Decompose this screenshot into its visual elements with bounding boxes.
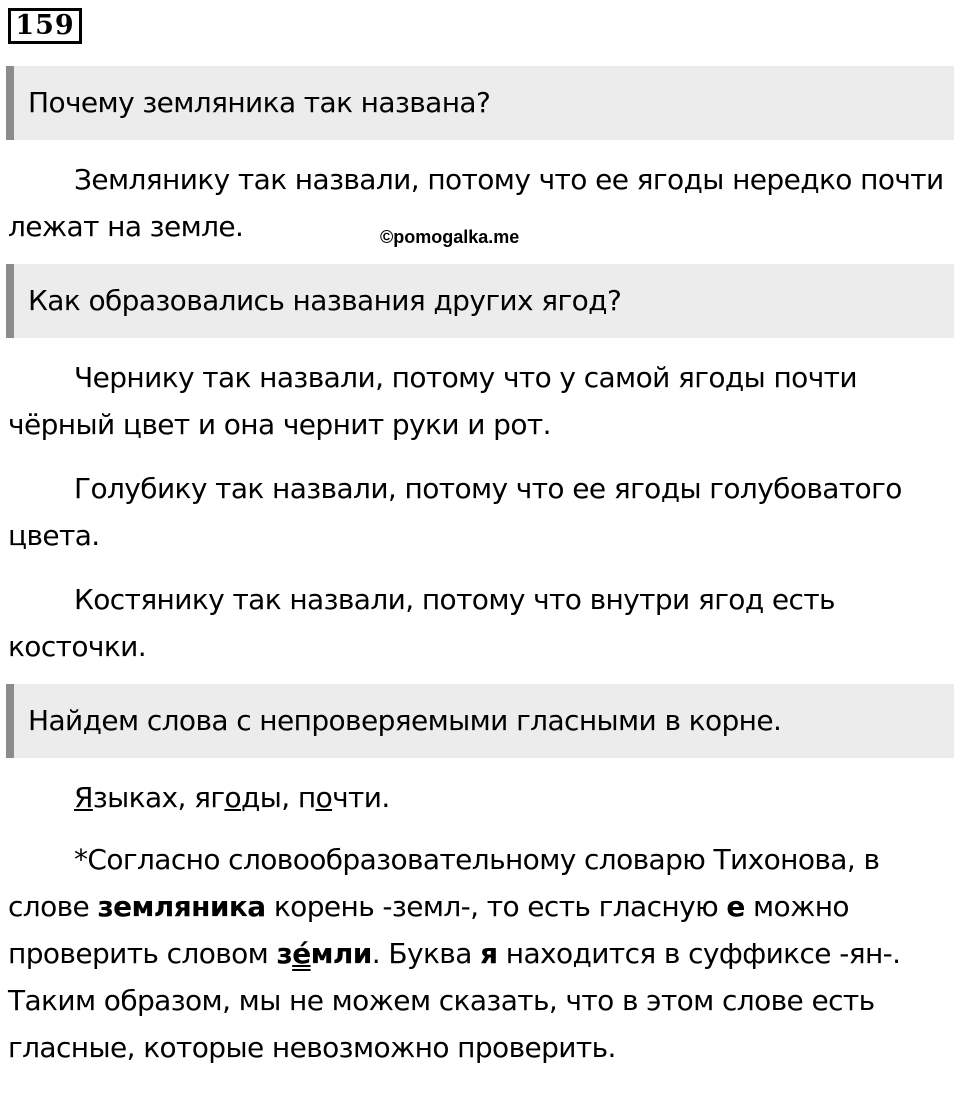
- answer-2b: Голубику так назвали, потому что ее ягоды голубоватого цвета.: [8, 472, 902, 552]
- underlined-letter-2: о: [224, 781, 241, 814]
- note-bold-word: земляника: [97, 890, 266, 923]
- question-1: Почему земляника так названа?: [28, 86, 491, 119]
- note-text-3: можно проверить словом: [8, 890, 849, 970]
- note-text-2: корень -земл-, то есть гласную: [265, 890, 727, 923]
- underlined-letter-1: Я: [74, 781, 93, 814]
- question-bar-3: [6, 684, 954, 758]
- question-3: Найдем слова с непроверяемыми гласными в корне.: [28, 704, 782, 737]
- note-check-end: мли: [310, 937, 372, 970]
- note-text-5: находится в суффиксе -ян-. Таким образом, мы не можем сказать, что в этом слове есть гласные, которые невозможно проверить.: [8, 937, 901, 1064]
- question-2: Как образовались названия других ягод?: [28, 284, 622, 317]
- question-bar-1: [6, 66, 954, 140]
- answer-1: Землянику так назвали, потому что ее ягоды нередко почти лежат на земле.: [8, 163, 944, 243]
- note-text-4: . Буква: [371, 937, 481, 970]
- question-bar-2: [6, 264, 954, 338]
- note-bold-letter: я: [480, 937, 498, 970]
- answer-2a: Чернику так назвали, потому что у самой ягоды почти чёрный цвет и она чернит руки и рот.: [8, 361, 857, 441]
- task-number: 159: [8, 8, 82, 44]
- stressed-letter: é: [292, 937, 311, 970]
- words-text-2: ды, п: [240, 781, 316, 814]
- watermark: ©pomogalka.me: [380, 227, 520, 247]
- note-check-start: з: [276, 937, 293, 970]
- words-text-1: зыках, яг: [92, 781, 225, 814]
- underlined-letter-3: о: [315, 781, 333, 814]
- answer-2c: Костянику так назвали, потому что внутри ягод есть косточки.: [8, 583, 835, 663]
- note-bold-vowel: е: [726, 890, 745, 923]
- words-list: [8, 774, 948, 821]
- note-text-1: *Согласно словообразовательному словарю Тихонова, в слове: [8, 843, 880, 923]
- words-text-3: чти.: [332, 781, 390, 814]
- note-check-word: [277, 937, 372, 970]
- note-paragraph: [8, 836, 948, 1071]
